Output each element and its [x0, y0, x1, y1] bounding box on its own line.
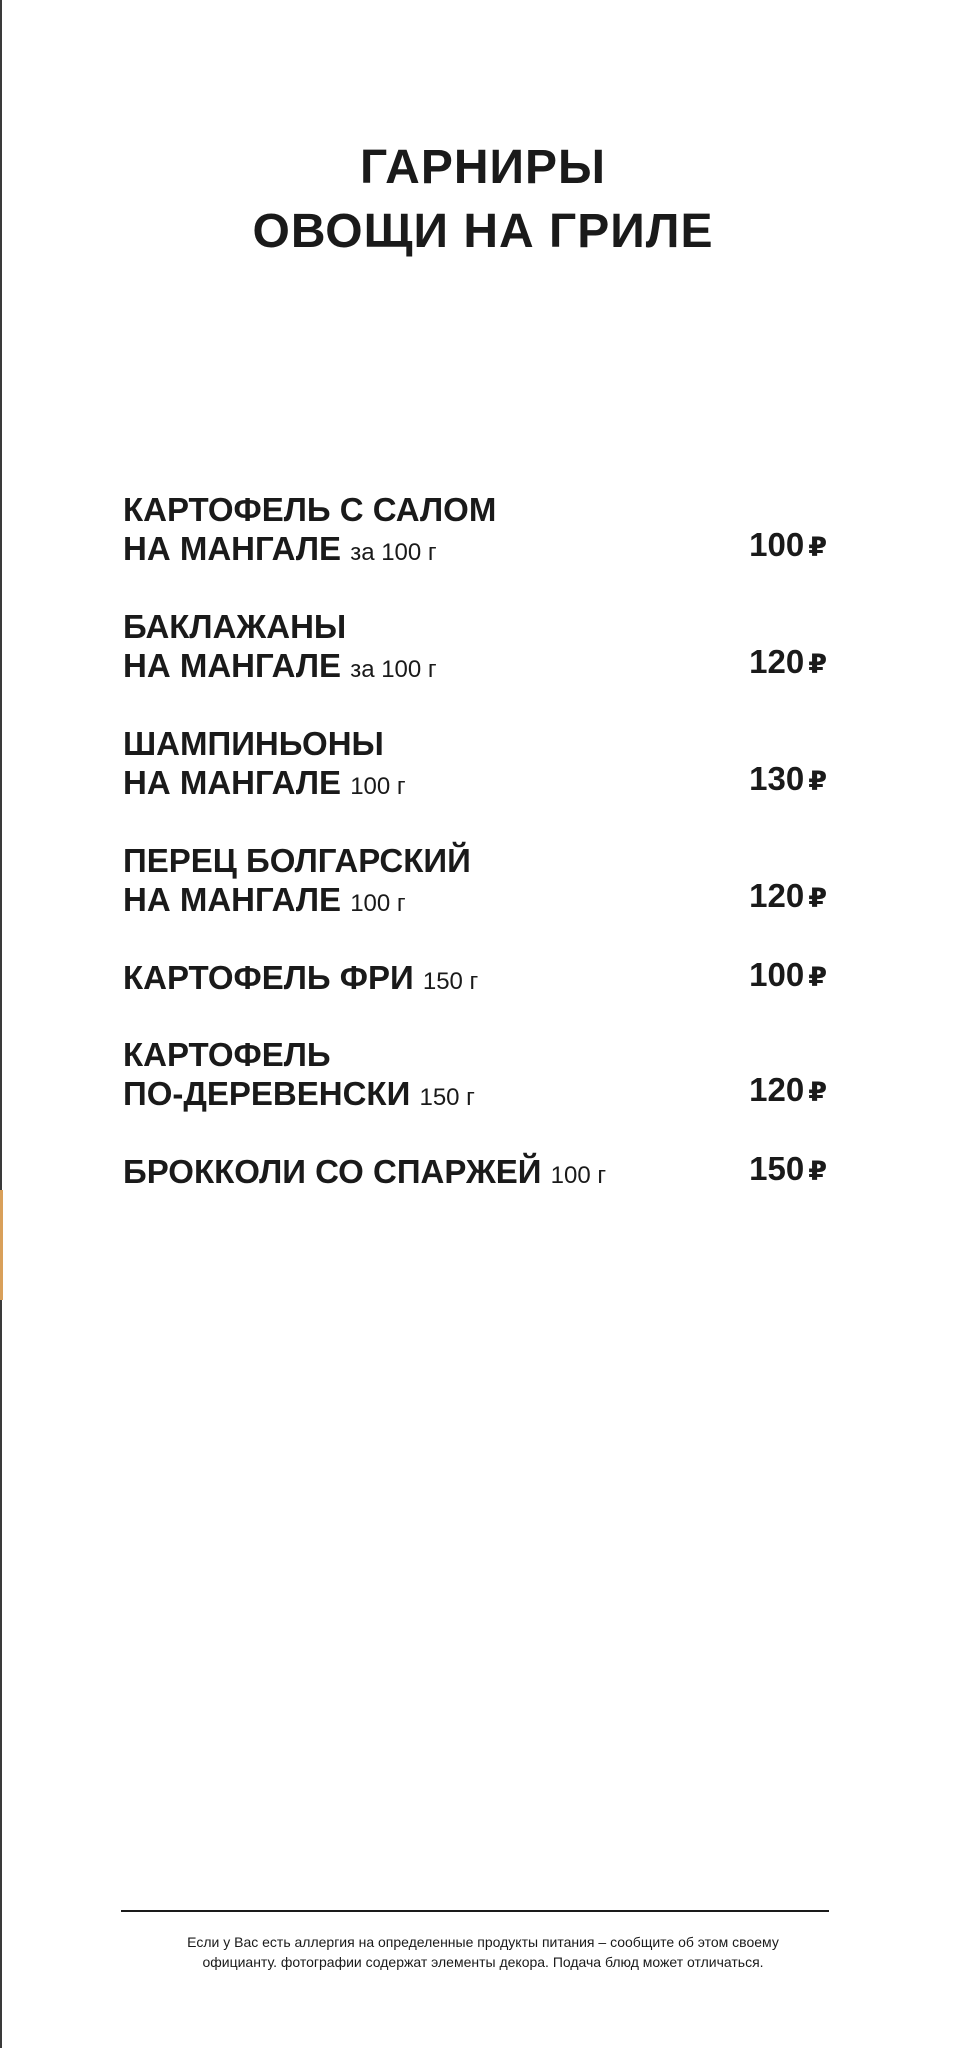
item-weight: 100 г	[550, 1162, 607, 1189]
item-price-value: 120	[749, 1071, 805, 1108]
allergy-notice-line-2: официанту. фотографии содержат элементы декора. Подача блюд может отличаться.	[202, 1954, 764, 1970]
item-price-value: 100	[749, 526, 805, 563]
item-name-text: ПО-ДЕРЕВЕНСКИ	[123, 1075, 411, 1112]
item-name-line-2	[123, 646, 827, 689]
item-price-value: 130	[749, 760, 805, 797]
item-weight: 100 г	[350, 773, 406, 800]
menu-item	[123, 1035, 827, 1152]
item-name-text: НА МАНГАЛЕ	[123, 764, 342, 801]
ruble-sign: ₽	[808, 649, 827, 679]
item-weight: 150 г	[422, 968, 479, 995]
menu-item	[123, 724, 827, 841]
item-price-value: 120	[749, 643, 805, 680]
ruble-sign: ₽	[808, 532, 827, 562]
item-name-text: БРОККОЛИ СО СПАРЖЕЙ	[123, 1153, 542, 1190]
item-price	[749, 1070, 827, 1112]
menu-list	[123, 490, 827, 1229]
ruble-sign: ₽	[808, 766, 827, 796]
ruble-sign: ₽	[808, 1156, 827, 1186]
item-name-line-1	[123, 1152, 827, 1195]
menu-item	[123, 841, 827, 958]
item-price	[749, 1149, 827, 1191]
item-weight: за 100 г	[350, 656, 437, 683]
footer-divider	[121, 1910, 829, 1912]
allergy-notice	[0, 1932, 966, 1972]
item-name-text: НА МАНГАЛЕ	[123, 530, 342, 567]
item-price-value: 100	[749, 956, 805, 993]
item-price	[749, 642, 827, 684]
item-price	[749, 955, 827, 997]
item-name-line-1: ПЕРЕЦ БОЛГАРСКИЙ	[123, 842, 471, 879]
menu-item	[123, 1152, 827, 1229]
ruble-sign: ₽	[808, 1077, 827, 1107]
item-name-line-1: КАРТОФЕЛЬ С САЛОМ	[123, 491, 497, 528]
menu-item	[123, 607, 827, 724]
menu-title-line-1: ГАРНИРЫ	[359, 141, 607, 194]
item-price-value: 150	[749, 1150, 805, 1187]
menu-item	[123, 958, 827, 1035]
item-name-line-1	[123, 958, 827, 1001]
item-price	[749, 759, 827, 801]
item-name-line-1: БАКЛАЖАНЫ	[123, 608, 347, 645]
page-left-edge	[0, 0, 2, 2048]
item-name-line-2	[123, 880, 827, 923]
item-name-line-1: ШАМПИНЬОНЫ	[123, 725, 384, 762]
ruble-sign: ₽	[808, 883, 827, 913]
item-price-value: 120	[749, 877, 805, 914]
item-name-line-2	[123, 1074, 827, 1117]
item-name-line-2	[123, 529, 827, 572]
item-price	[749, 876, 827, 918]
allergy-notice-line-1: Если у Вас есть аллергия на определенные продукты питания – сообщите об этом своему	[187, 1934, 779, 1950]
ruble-sign: ₽	[808, 962, 827, 992]
page-left-edge-accent	[0, 1190, 3, 1300]
item-price	[749, 525, 827, 567]
menu-title	[0, 136, 966, 264]
item-weight: 150 г	[419, 1084, 475, 1111]
menu-title-line-2: ОВОЩИ НА ГРИЛЕ	[252, 205, 714, 258]
item-weight: 100 г	[350, 890, 406, 917]
menu-item	[123, 490, 827, 607]
item-name-line-2	[123, 763, 827, 806]
item-name-line-1: КАРТОФЕЛЬ	[123, 1036, 331, 1073]
item-name-text: НА МАНГАЛЕ	[123, 881, 342, 918]
item-weight: за 100 г	[350, 539, 437, 566]
item-name-text: НА МАНГАЛЕ	[123, 647, 342, 684]
item-name-text: КАРТОФЕЛЬ ФРИ	[123, 959, 414, 996]
